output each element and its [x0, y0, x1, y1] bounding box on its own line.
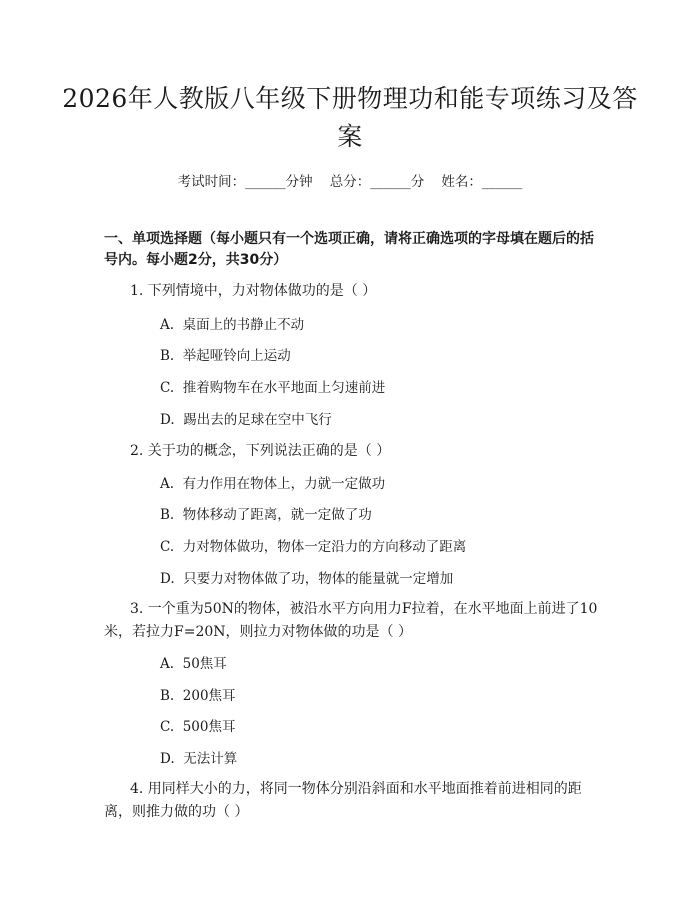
question-1-option-a: A. 桌面上的书静止不动 — [160, 317, 305, 333]
question-1: 1. 下列情境中，力对物体做功的是（ ） — [130, 283, 377, 299]
question-1-option-c: C. 推着购物车在水平地面上匀速前进 — [160, 380, 386, 396]
question-2: 2. 关于功的概念，下列说法正确的是（ ） — [130, 443, 391, 459]
question-1-option-b: B. 举起哑铃向上运动 — [160, 348, 291, 364]
question-2-option-d: D. 只要力对物体做了功，物体的能量就一定增加 — [160, 571, 454, 587]
question-3-option-b: B. 200焦耳 — [160, 688, 236, 704]
question-4: 4. 用同样大小的力，将同一物体分别沿斜面和水平地面推着前进相同的距离，则推力做的功（ ） — [104, 781, 582, 820]
question-3-option-c: C. 500焦耳 — [160, 719, 236, 735]
question-2-option-a: A. 有力作用在物体上，力就一定做功 — [160, 476, 386, 492]
question-2-option-b: B. 物体移动了距离，就一定做了功 — [160, 507, 372, 523]
question-3-option-d: D. 无法计算 — [160, 751, 238, 767]
question-3-option-a: A. 50焦耳 — [160, 656, 227, 672]
question-2-option-c: C. 力对物体做功，物体一定沿力的方向移动了距离 — [160, 539, 467, 555]
document-title: 2026年人教版八年级下册物理功和能专项练习及答案 — [62, 84, 638, 151]
section-heading: 一、单项选择题（每小题只有一个选项正确，请将正确选项的字母填在题后的括号内。每小题2分，共30分） — [104, 231, 594, 268]
question-1-option-d: D. 踢出去的足球在空中飞行 — [160, 412, 332, 428]
exam-meta-line: 考试时间：______分钟 总分：______分 姓名：______ — [177, 174, 523, 190]
question-3: 3. 一个重为50N的物体，被沿水平方向用力F拉着，在水平地面上前进了10米，若拉力F=20N，则拉力对物体做的功是（ ） — [104, 601, 598, 640]
